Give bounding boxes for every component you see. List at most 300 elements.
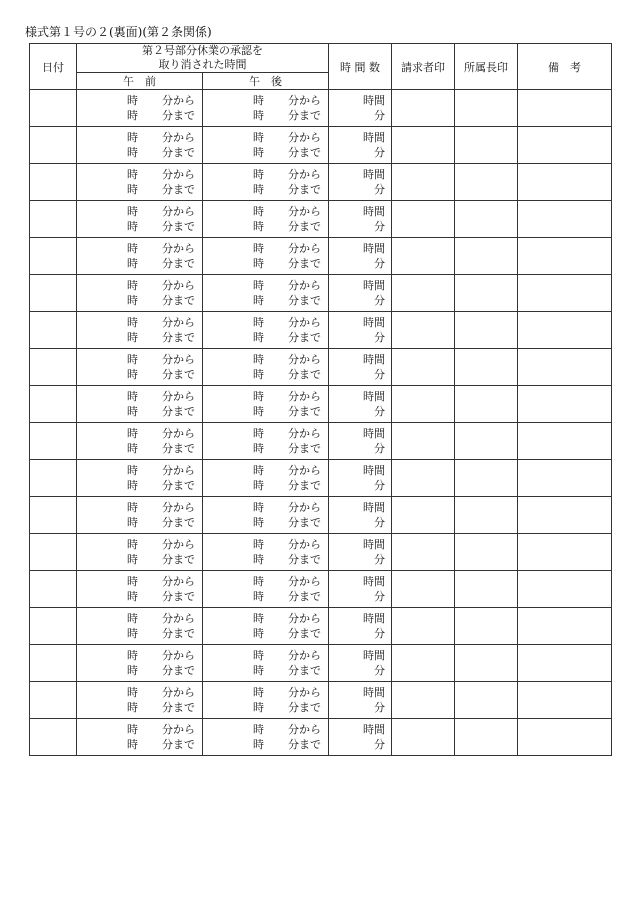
pm-start-minute-label: 分から (288, 612, 321, 625)
am-time-cell[interactable] (77, 386, 203, 423)
am-time-cell[interactable] (77, 423, 203, 460)
hours-cell[interactable] (329, 90, 392, 127)
am-end-minute-label: 分まで (162, 590, 195, 603)
supervisor-seal-cell[interactable] (455, 571, 518, 608)
requester-seal-cell[interactable] (392, 312, 455, 349)
am-time-cell[interactable] (77, 201, 203, 238)
supervisor-seal-cell[interactable] (455, 127, 518, 164)
requester-seal-cell[interactable] (392, 201, 455, 238)
hours-cell[interactable] (329, 719, 392, 756)
am-end-hour-label: 時 (127, 109, 138, 122)
minutes-unit-label: 分 (374, 442, 385, 455)
am-time-cell[interactable] (77, 682, 203, 719)
remarks-cell[interactable] (518, 497, 612, 534)
remarks-cell[interactable] (518, 238, 612, 275)
pm-header: 午 後 (203, 73, 329, 90)
date-header: 日付 (30, 44, 77, 90)
am-time-cell[interactable] (77, 534, 203, 571)
am-time-cell[interactable] (77, 238, 203, 275)
am-end-minute-label: 分まで (162, 405, 195, 418)
minutes-unit-label: 分 (374, 220, 385, 233)
supervisor-seal-cell[interactable] (455, 534, 518, 571)
minutes-unit-label: 分 (374, 368, 385, 381)
hours-unit-label: 時間 (363, 131, 385, 144)
supervisor-seal-header: 所属長印 (455, 44, 518, 90)
hours-cell[interactable] (329, 312, 392, 349)
pm-start-minute-label: 分から (288, 575, 321, 588)
pm-end-hour-label: 時 (253, 220, 264, 233)
pm-end-minute-label: 分まで (288, 109, 321, 122)
pm-end-hour-label: 時 (253, 294, 264, 307)
pm-end-hour-label: 時 (253, 331, 264, 344)
pm-time-cell[interactable] (203, 497, 329, 534)
am-start-minute-label: 分から (162, 538, 195, 551)
hours-unit-label: 時間 (363, 390, 385, 403)
requester-seal-cell[interactable] (392, 608, 455, 645)
am-start-hour-label: 時 (127, 464, 138, 477)
partial-leave-cancellation-table (29, 43, 612, 756)
pm-end-minute-label: 分まで (288, 294, 321, 307)
hours-cell[interactable] (329, 275, 392, 312)
pm-time-cell[interactable] (203, 238, 329, 275)
am-end-minute-label: 分まで (162, 701, 195, 714)
am-start-minute-label: 分から (162, 723, 195, 736)
minutes-unit-label: 分 (374, 738, 385, 751)
form-title: 様式第１号の２(裏面)(第２条関係) (25, 25, 212, 39)
remarks-cell[interactable] (518, 275, 612, 312)
pm-start-minute-label: 分から (288, 242, 321, 255)
table-row (30, 497, 612, 534)
am-end-minute-label: 分まで (162, 146, 195, 159)
pm-start-minute-label: 分から (288, 723, 321, 736)
pm-start-minute-label: 分から (288, 279, 321, 292)
am-end-minute-label: 分まで (162, 442, 195, 455)
am-end-hour-label: 時 (127, 257, 138, 270)
hours-unit-label: 時間 (363, 538, 385, 551)
hours-cell[interactable] (329, 201, 392, 238)
remarks-cell[interactable] (518, 127, 612, 164)
remarks-cell[interactable] (518, 682, 612, 719)
supervisor-seal-cell[interactable] (455, 423, 518, 460)
date-cell[interactable] (30, 164, 77, 201)
pm-start-hour-label: 時 (253, 94, 264, 107)
minutes-unit-label: 分 (374, 183, 385, 196)
pm-time-cell[interactable] (203, 460, 329, 497)
pm-time-cell[interactable] (203, 608, 329, 645)
am-time-cell[interactable] (77, 312, 203, 349)
table-row (30, 238, 612, 275)
pm-end-hour-label: 時 (253, 664, 264, 677)
pm-end-hour-label: 時 (253, 553, 264, 566)
requester-seal-cell[interactable] (392, 90, 455, 127)
hours-cell[interactable] (329, 423, 392, 460)
pm-start-minute-label: 分から (288, 168, 321, 181)
table-row (30, 423, 612, 460)
table-body (30, 90, 612, 756)
am-end-hour-label: 時 (127, 220, 138, 233)
am-end-minute-label: 分まで (162, 553, 195, 566)
am-end-minute-label: 分まで (162, 257, 195, 270)
table-row (30, 571, 612, 608)
pm-time-cell[interactable] (203, 349, 329, 386)
date-cell[interactable] (30, 571, 77, 608)
pm-start-minute-label: 分から (288, 686, 321, 699)
date-cell[interactable] (30, 534, 77, 571)
remarks-cell[interactable] (518, 571, 612, 608)
supervisor-seal-cell[interactable] (455, 682, 518, 719)
date-cell[interactable] (30, 645, 77, 682)
am-end-minute-label: 分まで (162, 627, 195, 640)
am-time-cell[interactable] (77, 497, 203, 534)
am-start-minute-label: 分から (162, 390, 195, 403)
hours-unit-label: 時間 (363, 686, 385, 699)
minutes-unit-label: 分 (374, 627, 385, 640)
hours-unit-label: 時間 (363, 464, 385, 477)
pm-start-hour-label: 時 (253, 390, 264, 403)
requester-seal-cell[interactable] (392, 719, 455, 756)
requester-seal-cell[interactable] (392, 127, 455, 164)
am-end-hour-label: 時 (127, 331, 138, 344)
table-row (30, 534, 612, 571)
am-start-hour-label: 時 (127, 94, 138, 107)
am-time-cell[interactable] (77, 719, 203, 756)
date-cell[interactable] (30, 201, 77, 238)
am-time-cell[interactable] (77, 90, 203, 127)
am-start-hour-label: 時 (127, 501, 138, 514)
requester-seal-cell[interactable] (392, 238, 455, 275)
am-start-minute-label: 分から (162, 316, 195, 329)
pm-start-hour-label: 時 (253, 242, 264, 255)
am-start-minute-label: 分から (162, 575, 195, 588)
remarks-cell[interactable] (518, 164, 612, 201)
hours-unit-label: 時間 (363, 316, 385, 329)
pm-start-hour-label: 時 (253, 316, 264, 329)
pm-end-minute-label: 分まで (288, 257, 321, 270)
remarks-cell[interactable] (518, 460, 612, 497)
cancelled-time-header-line1: 第２号部分休業の承認を (142, 44, 263, 57)
requester-seal-cell[interactable] (392, 460, 455, 497)
pm-time-cell[interactable] (203, 423, 329, 460)
remarks-cell[interactable] (518, 386, 612, 423)
table-row (30, 460, 612, 497)
am-time-cell[interactable] (77, 460, 203, 497)
pm-time-cell[interactable] (203, 90, 329, 127)
hours-unit-label: 時間 (363, 353, 385, 366)
minutes-unit-label: 分 (374, 257, 385, 270)
remarks-header: 備 考 (518, 44, 612, 90)
supervisor-seal-cell[interactable] (455, 275, 518, 312)
hours-unit-label: 時間 (363, 575, 385, 588)
table-row (30, 349, 612, 386)
pm-end-minute-label: 分まで (288, 553, 321, 566)
pm-time-cell[interactable] (203, 719, 329, 756)
requester-seal-cell[interactable] (392, 349, 455, 386)
pm-start-hour-label: 時 (253, 353, 264, 366)
date-cell[interactable] (30, 460, 77, 497)
am-time-cell[interactable] (77, 127, 203, 164)
hours-cell[interactable] (329, 460, 392, 497)
am-time-cell[interactable] (77, 645, 203, 682)
pm-start-minute-label: 分から (288, 131, 321, 144)
supervisor-seal-cell[interactable] (455, 349, 518, 386)
pm-end-minute-label: 分まで (288, 405, 321, 418)
pm-time-cell[interactable] (203, 275, 329, 312)
pm-end-minute-label: 分まで (288, 220, 321, 233)
hours-cell[interactable] (329, 534, 392, 571)
table-row (30, 682, 612, 719)
am-end-hour-label: 時 (127, 442, 138, 455)
pm-end-minute-label: 分まで (288, 738, 321, 751)
am-start-hour-label: 時 (127, 131, 138, 144)
am-start-minute-label: 分から (162, 501, 195, 514)
pm-start-hour-label: 時 (253, 612, 264, 625)
remarks-cell[interactable] (518, 90, 612, 127)
supervisor-seal-cell[interactable] (455, 608, 518, 645)
am-time-cell[interactable] (77, 349, 203, 386)
hours-cell[interactable] (329, 127, 392, 164)
pm-end-hour-label: 時 (253, 183, 264, 196)
am-end-minute-label: 分まで (162, 738, 195, 751)
pm-end-hour-label: 時 (253, 701, 264, 714)
am-time-cell[interactable] (77, 164, 203, 201)
pm-time-cell[interactable] (203, 164, 329, 201)
minutes-unit-label: 分 (374, 294, 385, 307)
table-row (30, 608, 612, 645)
am-start-minute-label: 分から (162, 279, 195, 292)
date-cell[interactable] (30, 386, 77, 423)
pm-end-hour-label: 時 (253, 738, 264, 751)
remarks-cell[interactable] (518, 719, 612, 756)
remarks-cell[interactable] (518, 645, 612, 682)
pm-start-hour-label: 時 (253, 464, 264, 477)
requester-seal-cell[interactable] (392, 164, 455, 201)
pm-end-hour-label: 時 (253, 146, 264, 159)
am-start-minute-label: 分から (162, 353, 195, 366)
remarks-cell[interactable] (518, 534, 612, 571)
am-end-hour-label: 時 (127, 701, 138, 714)
pm-time-cell[interactable] (203, 312, 329, 349)
pm-end-minute-label: 分まで (288, 368, 321, 381)
table-row (30, 719, 612, 756)
pm-start-minute-label: 分から (288, 94, 321, 107)
hours-cell[interactable] (329, 238, 392, 275)
date-cell[interactable] (30, 349, 77, 386)
pm-time-cell[interactable] (203, 534, 329, 571)
supervisor-seal-cell[interactable] (455, 497, 518, 534)
minutes-unit-label: 分 (374, 146, 385, 159)
minutes-unit-label: 分 (374, 590, 385, 603)
hours-cell[interactable] (329, 349, 392, 386)
minutes-unit-label: 分 (374, 405, 385, 418)
remarks-cell[interactable] (518, 312, 612, 349)
am-end-minute-label: 分まで (162, 220, 195, 233)
pm-time-cell[interactable] (203, 386, 329, 423)
requester-seal-cell[interactable] (392, 275, 455, 312)
am-start-hour-label: 時 (127, 205, 138, 218)
am-start-hour-label: 時 (127, 427, 138, 440)
am-start-hour-label: 時 (127, 575, 138, 588)
date-cell[interactable] (30, 423, 77, 460)
remarks-cell[interactable] (518, 201, 612, 238)
hours-cell[interactable] (329, 386, 392, 423)
requester-seal-header: 請求者印 (392, 44, 455, 90)
pm-start-hour-label: 時 (253, 168, 264, 181)
hours-unit-label: 時間 (363, 427, 385, 440)
am-end-minute-label: 分まで (162, 368, 195, 381)
date-cell[interactable] (30, 127, 77, 164)
hours-cell[interactable] (329, 682, 392, 719)
pm-end-hour-label: 時 (253, 479, 264, 492)
am-end-hour-label: 時 (127, 183, 138, 196)
supervisor-seal-cell[interactable] (455, 312, 518, 349)
supervisor-seal-cell[interactable] (455, 386, 518, 423)
hours-cell[interactable] (329, 571, 392, 608)
pm-start-hour-label: 時 (253, 501, 264, 514)
pm-start-hour-label: 時 (253, 427, 264, 440)
am-start-hour-label: 時 (127, 279, 138, 292)
pm-start-hour-label: 時 (253, 686, 264, 699)
date-cell[interactable] (30, 682, 77, 719)
pm-start-minute-label: 分から (288, 316, 321, 329)
date-cell[interactable] (30, 90, 77, 127)
am-time-cell[interactable] (77, 608, 203, 645)
am-start-minute-label: 分から (162, 242, 195, 255)
minutes-unit-label: 分 (374, 701, 385, 714)
am-start-minute-label: 分から (162, 131, 195, 144)
pm-start-hour-label: 時 (253, 649, 264, 662)
am-start-minute-label: 分から (162, 168, 195, 181)
pm-end-hour-label: 時 (253, 516, 264, 529)
requester-seal-cell[interactable] (392, 682, 455, 719)
pm-end-minute-label: 分まで (288, 701, 321, 714)
am-end-minute-label: 分まで (162, 183, 195, 196)
remarks-cell[interactable] (518, 423, 612, 460)
pm-start-hour-label: 時 (253, 575, 264, 588)
am-end-hour-label: 時 (127, 627, 138, 640)
am-start-hour-label: 時 (127, 242, 138, 255)
am-end-hour-label: 時 (127, 368, 138, 381)
pm-time-cell[interactable] (203, 571, 329, 608)
pm-start-minute-label: 分から (288, 205, 321, 218)
am-start-minute-label: 分から (162, 427, 195, 440)
hours-unit-label: 時間 (363, 242, 385, 255)
hours-unit-label: 時間 (363, 501, 385, 514)
date-cell[interactable] (30, 719, 77, 756)
am-end-hour-label: 時 (127, 479, 138, 492)
hours-header: 時 間 数 (329, 44, 392, 90)
pm-start-hour-label: 時 (253, 538, 264, 551)
hours-unit-label: 時間 (363, 612, 385, 625)
pm-time-cell[interactable] (203, 682, 329, 719)
pm-end-hour-label: 時 (253, 442, 264, 455)
requester-seal-cell[interactable] (392, 497, 455, 534)
am-end-hour-label: 時 (127, 146, 138, 159)
pm-start-minute-label: 分から (288, 427, 321, 440)
minutes-unit-label: 分 (374, 516, 385, 529)
remarks-cell[interactable] (518, 349, 612, 386)
am-start-hour-label: 時 (127, 649, 138, 662)
am-end-hour-label: 時 (127, 294, 138, 307)
supervisor-seal-cell[interactable] (455, 201, 518, 238)
pm-start-minute-label: 分から (288, 390, 321, 403)
pm-end-hour-label: 時 (253, 405, 264, 418)
am-start-hour-label: 時 (127, 390, 138, 403)
minutes-unit-label: 分 (374, 553, 385, 566)
am-start-minute-label: 分から (162, 205, 195, 218)
supervisor-seal-cell[interactable] (455, 719, 518, 756)
am-start-minute-label: 分から (162, 649, 195, 662)
am-end-minute-label: 分まで (162, 109, 195, 122)
pm-end-minute-label: 分まで (288, 479, 321, 492)
date-cell[interactable] (30, 238, 77, 275)
pm-start-hour-label: 時 (253, 279, 264, 292)
am-start-minute-label: 分から (162, 686, 195, 699)
am-start-hour-label: 時 (127, 612, 138, 625)
am-start-minute-label: 分から (162, 612, 195, 625)
table-row (30, 645, 612, 682)
am-end-minute-label: 分まで (162, 664, 195, 677)
requester-seal-cell[interactable] (392, 423, 455, 460)
table-row (30, 201, 612, 238)
hours-cell[interactable] (329, 608, 392, 645)
am-header: 午 前 (77, 73, 203, 90)
date-cell[interactable] (30, 497, 77, 534)
am-start-minute-label: 分から (162, 94, 195, 107)
requester-seal-cell[interactable] (392, 534, 455, 571)
supervisor-seal-cell[interactable] (455, 645, 518, 682)
am-start-minute-label: 分から (162, 464, 195, 477)
supervisor-seal-cell[interactable] (455, 238, 518, 275)
am-end-hour-label: 時 (127, 738, 138, 751)
hours-cell[interactable] (329, 645, 392, 682)
am-time-cell[interactable] (77, 571, 203, 608)
supervisor-seal-cell[interactable] (455, 164, 518, 201)
am-end-hour-label: 時 (127, 516, 138, 529)
supervisor-seal-cell[interactable] (455, 460, 518, 497)
date-cell[interactable] (30, 608, 77, 645)
pm-end-minute-label: 分まで (288, 442, 321, 455)
am-time-cell[interactable] (77, 275, 203, 312)
pm-start-minute-label: 分から (288, 649, 321, 662)
table-row (30, 312, 612, 349)
am-end-hour-label: 時 (127, 553, 138, 566)
supervisor-seal-cell[interactable] (455, 90, 518, 127)
date-cell[interactable] (30, 275, 77, 312)
pm-start-hour-label: 時 (253, 131, 264, 144)
requester-seal-cell[interactable] (392, 386, 455, 423)
hours-unit-label: 時間 (363, 649, 385, 662)
minutes-unit-label: 分 (374, 331, 385, 344)
am-start-hour-label: 時 (127, 353, 138, 366)
pm-time-cell[interactable] (203, 201, 329, 238)
pm-start-minute-label: 分から (288, 353, 321, 366)
cancelled-time-header-line2: 取り消された時間 (158, 58, 247, 71)
hours-cell[interactable] (329, 164, 392, 201)
pm-end-hour-label: 時 (253, 109, 264, 122)
pm-time-cell[interactable] (203, 127, 329, 164)
requester-seal-cell[interactable] (392, 571, 455, 608)
minutes-unit-label: 分 (374, 479, 385, 492)
pm-end-hour-label: 時 (253, 368, 264, 381)
pm-end-minute-label: 分まで (288, 331, 321, 344)
remarks-cell[interactable] (518, 608, 612, 645)
hours-cell[interactable] (329, 497, 392, 534)
date-cell[interactable] (30, 312, 77, 349)
pm-end-minute-label: 分まで (288, 627, 321, 640)
pm-time-cell[interactable] (203, 645, 329, 682)
pm-start-minute-label: 分から (288, 538, 321, 551)
requester-seal-cell[interactable] (392, 645, 455, 682)
